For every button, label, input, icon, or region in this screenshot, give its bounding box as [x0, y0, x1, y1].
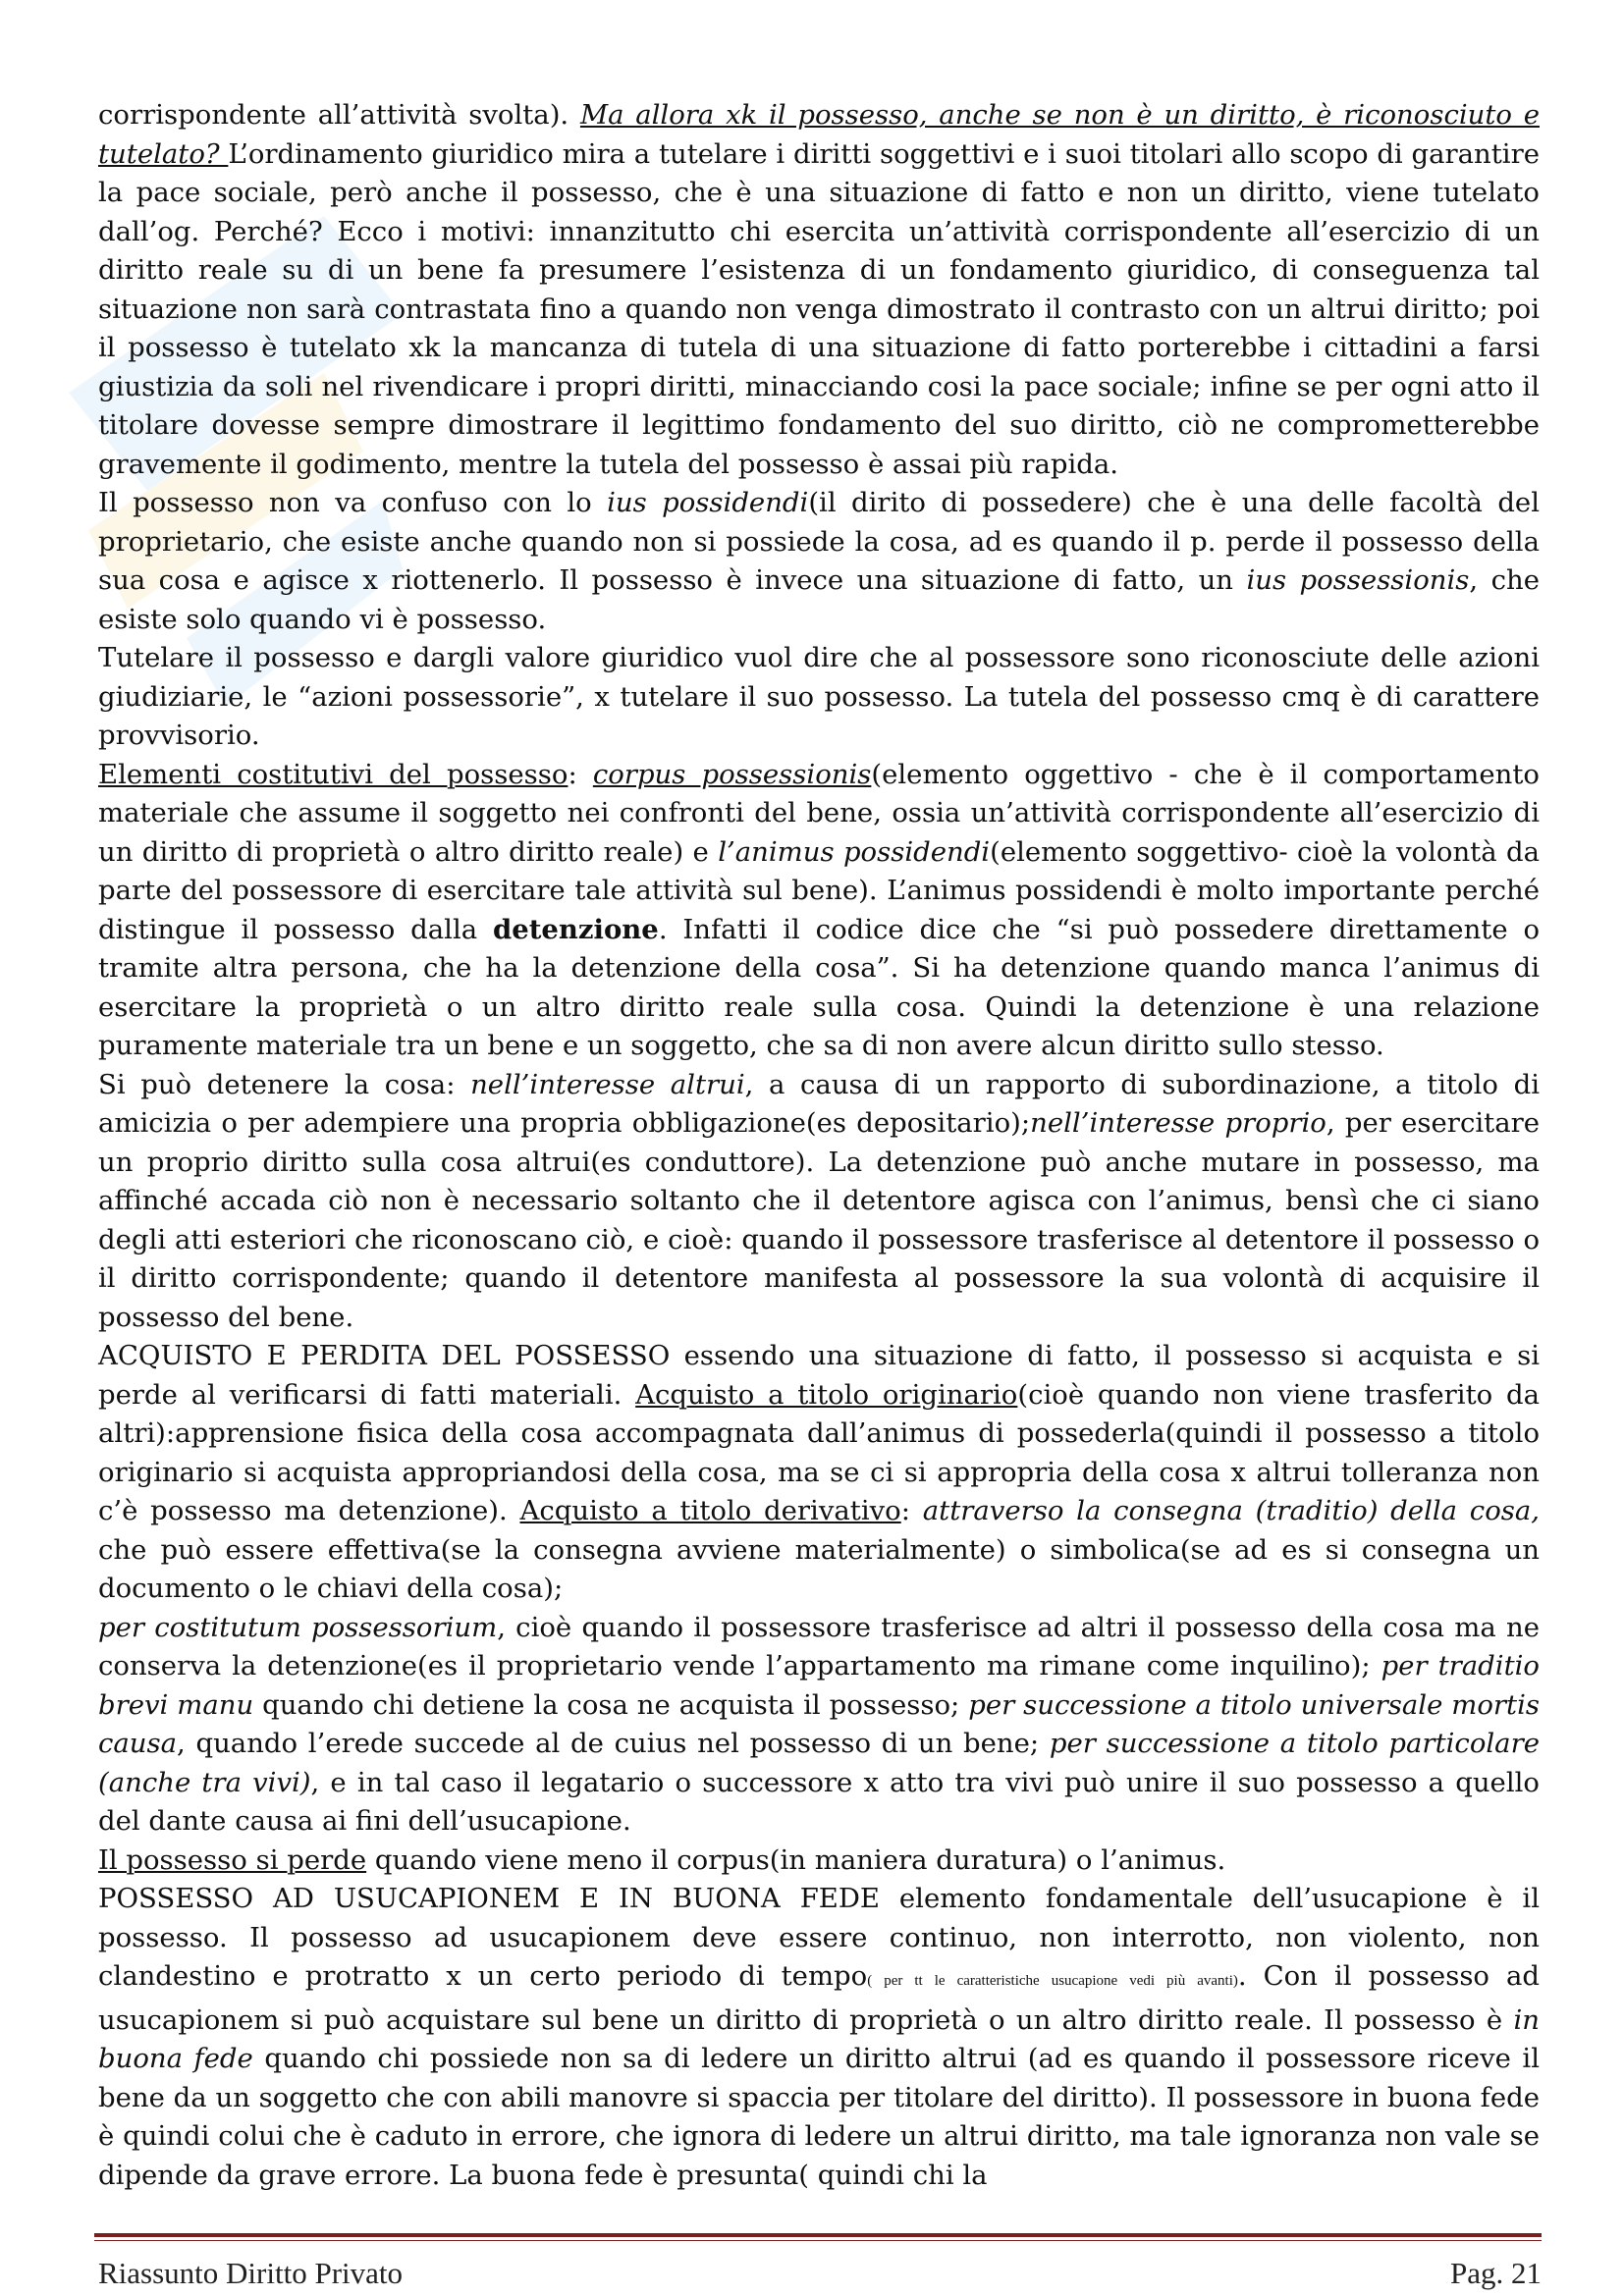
- paragraph-8: Il possesso si perde quando viene meno il corpus(in maniera duratura) o l’animus.: [98, 1843, 1226, 1876]
- paragraph-7: per costitutum possessorium, cioè quando il possessore trasferisce ad altri il possesso della cosa ma ne conserva la detenzione(es il proprietario vende l’appartamento ma rimane come inquilino); per traditio brevi manu quando chi detiene la cosa ne acquista il possesso; per successione a titolo universale mortis causa, quando l’erede succede al de cuius nel possesso di un bene; per successione a titolo particolare (anche tra vivi), e in tal caso il legatario o successore x atto tra vivi può unire il suo possesso a quello del dante causa ai fini dell’usucapione.: [98, 1611, 1541, 1837]
- footer-rule: [94, 2233, 1542, 2237]
- footer-rule-thin: [94, 2240, 1542, 2241]
- paragraph-6: ACQUISTO E PERDITA DEL POSSESSO essendo una situazione di fatto, il possesso si acquista e si perde al verificarsi di fatti materiali. Acquisto a titolo originario(cioè quando non viene trasferito da altri):apprensione fisica della cosa accompagnata dall’animus di possederla(quindi il possesso a titolo originario si acquista appropriandosi della cosa, ma se ci si appropria della cosa x altrui tolleranza non c’è possesso ma detenzione). Acquisto a titolo derivativo: attraverso la consegna (traditio) della cosa, che può essere effettiva(se la consegna avviene materialmente) o simbolica(se ad es si consegna un documento o le chiavi della cosa);: [98, 1340, 1540, 1604]
- paragraph-2: Il possesso non va confuso con lo ius possidendi(il dirito di possedere) che è una delle facoltà del proprietario, che esiste anche quando non si possiede la cosa, ad es quando il p. perde il possesso della sua cosa e agisce x riottenerlo. Il possesso è invece una situazione di fatto, un ius possessionis, che esiste solo quando vi è possesso.: [98, 487, 1540, 635]
- footer-title: Riassunto Diritto Privato: [98, 2256, 403, 2290]
- paragraph-1: corrispondente all’attività svolta). Ma allora xk il possesso, anche se non è un diritto, è riconosciuto e tutelato? L’ordinamento giuridico mira a tutelare i diritti soggettivi e i suoi titolari allo scopo di garantire la pace sociale, però anche il possesso, che è una situazione di fatto e non un diritto, viene tutelato dall’og. Perché? Ecco i motivi: innanzitutto chi esercita un’attività corrispondente all’esercizio di un diritto reale su di un bene fa presumere l’esistenza di un fondamento giuridico, di conseguenza tal situazione non sarà contrastata fino a quando non venga dimostrato il contrasto con un altrui diritto; poi il possesso è tutelato xk la mancanza di tutela di una situazione di fatto porterebbe i cittadini a farsi giustizia da soli nel rivendicare i propri diritti, minacciando cosi la pace sociale; infine se per ogni atto il titolare dovesse sempre dimostrare il legittimo fondamento del suo diritto, ciò ne comprometterebbe gravemente il godimento, mentre la tutela del possesso è assai più rapida.: [98, 99, 1540, 480]
- paragraph-9: POSSESSO AD USUCAPIONEM E IN BUONA FEDE elemento fondamentale dell’usucapione è il possesso. Il possesso ad usucapionem deve essere continuo, non interrotto, non violento, non clandestino e protratto x un certo periodo di tempo( per tt le caratteristiche usucapione vedi più avanti). Con il possesso ad usucapionem si può acquistare sul bene un diritto di proprietà o un altro diritto reale. Il possesso è in buona fede quando chi possiede non sa di ledere un diritto altrui (ad es quando il possessore riceve il bene da un soggetto che con abili manovre si spaccia per titolare del diritto). Il possessore in buona fede è quindi colui che è caduto in errore, che ignora di ledere un altrui diritto, ma tale ignoranza non vale se dipende da grave errore. La buona fede è presunta( quindi chi la: [98, 1883, 1540, 2191]
- paragraph-5: Si può detenere la cosa: nell’interesse altrui, a causa di un rapporto di subordinazione, a titolo di amicizia o per adempiere una propria obbligazione(es depositario);nell’interesse proprio, per esercitare un proprio diritto sulla cosa altrui(es conduttore). La detenzione può anche mutare in possesso, ma affinché accada ciò non è necessario soltanto che il detentore agisca con l’animus, bensì che ci siano degli atti esteriori che riconoscano ciò, e cioè: quando il possessore trasferisce al detentore il possesso o il diritto corrispondente; quando il detentore manifesta al possessore la sua volontà di acquisire il possesso del bene.: [98, 1068, 1541, 1333]
- paragraph-4: Elementi costitutivi del possesso: corpus possessionis(elemento oggettivo - che è il comportamento materiale che assume il soggetto nei confronti del bene, ossia un’attività corrispondente all’esercizio di un diritto di proprietà o altro diritto reale) e l’animus possidendi(elemento soggettivo- cioè la volontà da parte del possessore di esercitare tale attività sul bene). L’animus possidendi è molto importante perché distingue il possesso dalla detenzione. Infatti il codice dice che “si può possedere direttamente o tramite altra persona, che ha la detenzione della cosa”. Si ha detenzione quando manca l’animus di esercitare la proprietà o un altro diritto reale sulla cosa. Quindi la detenzione è una relazione puramente materiale tra un bene e un soggetto, che sa di non avere alcun diritto sullo stesso.: [98, 758, 1541, 1061]
- paragraph-3: Tutelare il possesso e dargli valore giuridico vuol dire che al possessore sono riconosciute delle azioni giudiziarie, le “azioni possessorie”, x tutelare il suo possesso. La tutela del possesso cmq è di carattere provvisorio.: [98, 642, 1540, 751]
- page-number: Pag. 21: [1450, 2256, 1542, 2290]
- document-body: [98, 96, 1540, 2195]
